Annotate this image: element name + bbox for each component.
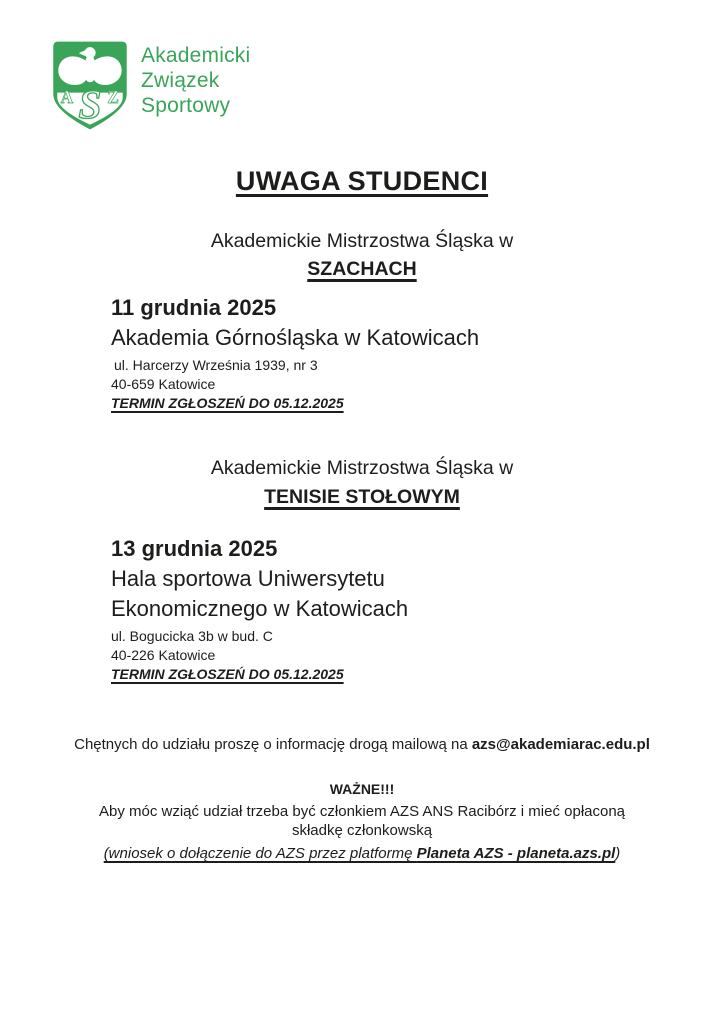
azs-logo xyxy=(50,40,250,131)
note-suffix: ) xyxy=(615,845,621,862)
logo-letter-s: S xyxy=(78,81,102,128)
note-platform: Planeta AZS - planeta.azs.pl xyxy=(416,845,616,862)
wordmark-line-3: Sportowy xyxy=(141,94,231,117)
important-membership-note xyxy=(0,844,724,864)
logo-letter-a: A xyxy=(60,87,74,108)
event2-venue-line-2: Ekonomicznego w Katowicach xyxy=(111,596,409,621)
event2-deadline: TERMIN ZGŁOSZEŃ DO 05.12.2025 xyxy=(111,666,344,682)
logo-letter-z: Z xyxy=(107,87,120,108)
event1-series-heading: Akademickie Mistrzostwa Śląska w xyxy=(210,230,514,252)
event1-details xyxy=(111,292,479,413)
event1-deadline: TERMIN ZGŁOSZEŃ DO 05.12.2025 xyxy=(111,395,344,411)
wordmark-line-2: Związek xyxy=(141,69,220,92)
wordmark-line-1: Akademicki xyxy=(141,44,251,67)
event1-venue: Akademia Górnośląska w Katowicach xyxy=(111,325,480,350)
contact-email: azs@akademiarac.edu.pl xyxy=(471,736,650,753)
event2-city: 40-226 Katowice xyxy=(111,647,216,663)
contact-line xyxy=(0,735,724,755)
contact-text: Chętnych do udziału proszę o informację drogą mailową na xyxy=(74,736,472,753)
important-body: Aby móc wziąć udział trzeba być członkiem AZS ANS Racibórz i mieć opłaconą składkę członkowską xyxy=(98,803,626,839)
event2-date: 13 grudnia 2025 xyxy=(111,536,278,561)
event1-date: 11 grudnia 2025 xyxy=(111,295,277,320)
important-heading: WAŻNE!!! xyxy=(329,781,395,797)
event2-venue-line-1: Hala sportowa Uniwersytetu xyxy=(111,566,385,591)
azs-wordmark xyxy=(141,43,250,118)
note-prefix: (wniosek o dołączenie do AZS przez platformę xyxy=(103,845,417,862)
event1-city: 40-659 Katowice xyxy=(111,376,216,392)
event1-discipline: SZACHACH xyxy=(307,258,417,280)
azs-shield-icon xyxy=(50,40,130,131)
important-notice xyxy=(0,780,724,864)
event2-series-heading: Akademickie Mistrzostwa Śląska w xyxy=(210,457,514,479)
event2-street: ul. Bogucicka 3b w bud. C xyxy=(111,628,273,644)
event1-street: ul. Harcerzy Września 1939, nr 3 xyxy=(114,357,318,373)
event2-discipline: TENISIE STOŁOWYM xyxy=(264,486,460,508)
page-title: UWAGA STUDENCI xyxy=(235,166,489,196)
event2-details xyxy=(111,533,408,684)
